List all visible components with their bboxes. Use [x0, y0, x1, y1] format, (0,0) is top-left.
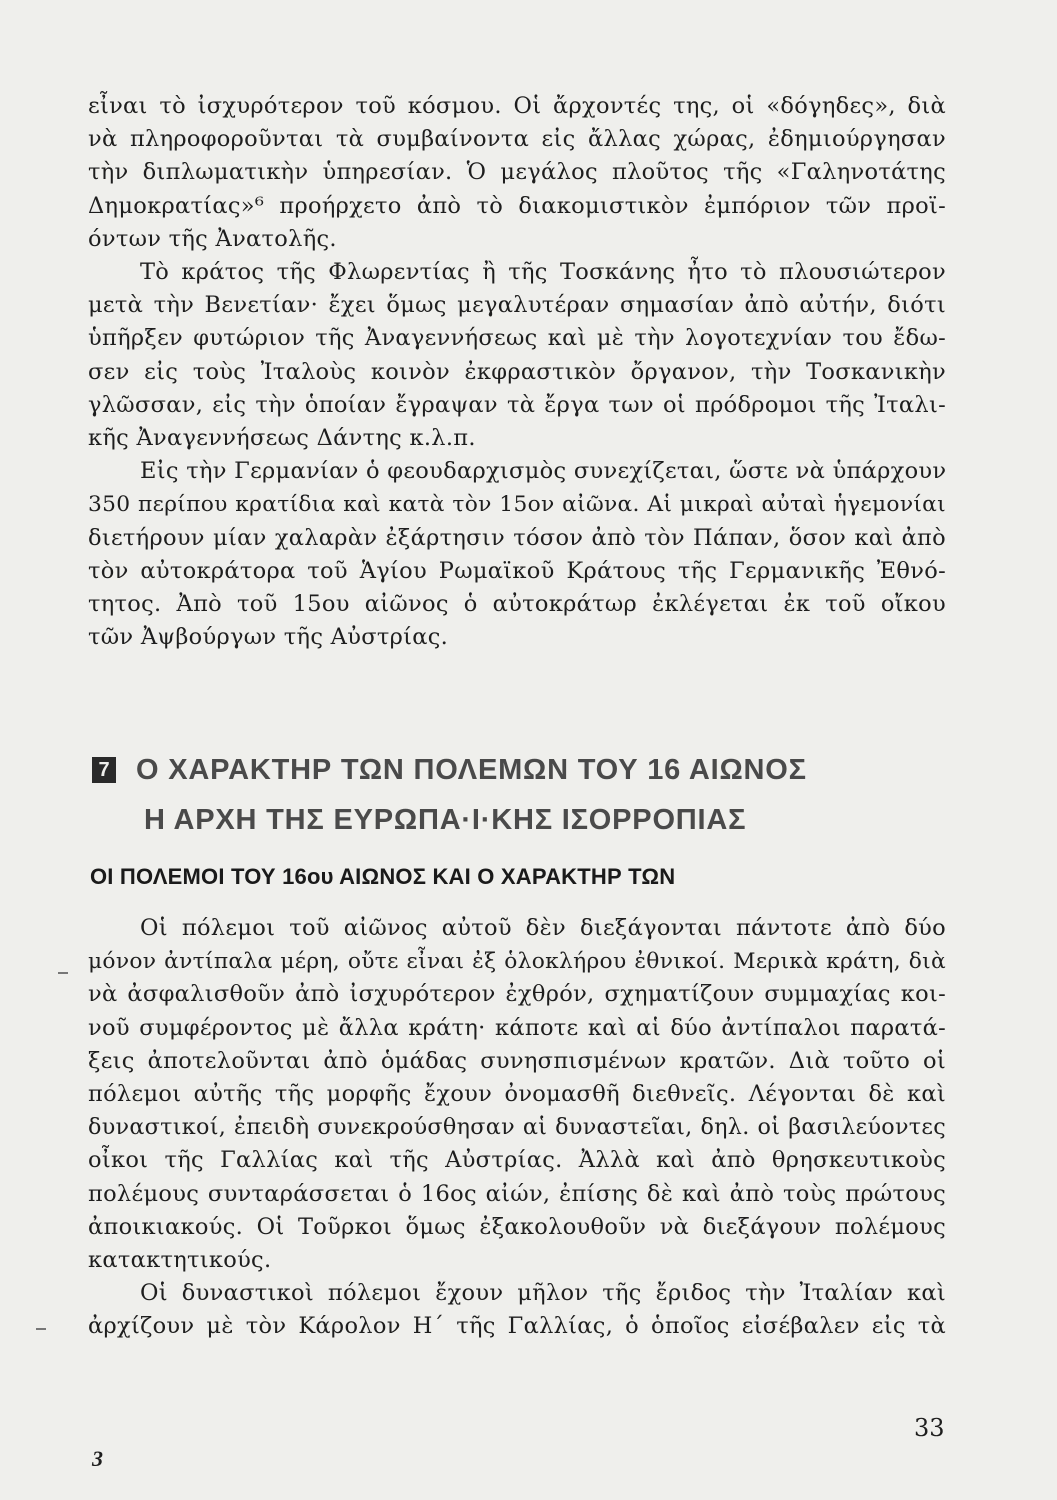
text-line: μετὰ τὴν Βενετίαν· ἔχει ὅμως μεγαλυτέραν σημασίαν ἀπὸ αὐτήν, διότι — [88, 292, 946, 319]
text-line: Δημοκρατίας»⁶ προήρχετο ἀπὸ τὸ διακομιστικὸν ἐμπόριον τῶν προϊ- — [88, 192, 946, 219]
text-line: πολέμους συνταράσσεται ὁ 16ος αἰών, ἐπίσης δὲ καὶ ἀπὸ τοὺς πρώτους — [88, 1180, 946, 1207]
section-title-line-2: Η ΑΡΧΗ ΤΗΣ ΕΥΡΩΠΑ·Ι·ΚΗΣ ΙΣΟΡΡΟΠΙΑΣ — [144, 803, 747, 836]
text-line: 350 περίπου κρατίδια καὶ κατὰ τὸν 15ον αἰῶνα. Αἱ μικραὶ αὐταὶ ἡγεμονίαι — [88, 492, 946, 518]
subheading: ΟΙ ΠΟΛΕΜΟΙ ΤΟΥ 16ου ΑΙΩΝΟΣ ΚΑΙ Ο ΧΑΡΑΚΤΗΡ ΤΩΝ — [90, 864, 676, 889]
text-line: νὰ ἀσφαλισθοῦν ἀπὸ ἰσχυρότερον ἐχθρόν, σχηματίζουν συμμαχίας κοι- — [88, 981, 946, 1008]
page-number: 33 — [914, 1414, 945, 1442]
paragraph-block-1 — [88, 90, 946, 654]
text-line: γλῶσσαν, εἰς τὴν ὁποίαν ἔγραψαν τὰ ἔργα των οἱ πρόδρομοι τῆς Ἰταλι- — [88, 391, 946, 418]
text-line: νὰ πληροφοροῦνται τὰ συμβαίνοντα εἰς ἄλλας χώρας, ἐδημιούργησαν — [88, 126, 946, 153]
text-line: ἀποικιακούς. Οἱ Τοῦρκοι ὅμως ἐξακολουθοῦν νὰ διεξάγουν πολέμους — [88, 1213, 946, 1240]
section-heading — [92, 745, 952, 845]
text-line: μόνον ἀντίπαλα μέρη, οὔτε εἶναι ἐξ ὁλοκλήρου ἐθνικοί. Μερικὰ κράτη, διὰ — [88, 949, 946, 975]
text-line: τὴν διπλωματικὴν ὑπηρεσίαν. Ὁ μεγάλος πλοῦτος τῆς «Γαληνοτάτης — [88, 159, 946, 186]
text-line: νοῦ συμφέροντος μὲ ἄλλα κράτη· κάποτε καὶ αἱ δύο ἀντίπαλοι παρατά- — [88, 1014, 946, 1041]
text-line: πόλεμοι αὐτῆς τῆς μορφῆς ἔχουν ὀνομασθῆ διεθνεῖς. Λέγονται δὲ καὶ — [88, 1081, 946, 1108]
signature-mark: 3 — [92, 1446, 103, 1471]
margin-dash-mark — [36, 1328, 46, 1330]
text-line: ὑπῆρξεν φυτώριον τῆς Ἀναγεννήσεως καὶ μὲ τὴν λογοτεχνίαν του ἔδω- — [88, 325, 946, 352]
text-line: οἶκοι τῆς Γαλλίας καὶ τῆς Αὐστρίας. Ἀλλὰ καὶ ἀπὸ θρησκευτικοὺς — [88, 1147, 946, 1174]
section-title-line-1: Ο ΧΑΡΑΚΤΗΡ ΤΩΝ ΠΟΛΕΜΩΝ ΤΟΥ 16 ΑΙΩΝΟΣ — [136, 753, 807, 786]
text-line: Τὸ κράτος τῆς Φλωρεντίας ἢ τῆς Τοσκάνης ἦτο τὸ πλουσιώτερον — [140, 259, 946, 286]
text-line: τῶν Ἀψβούργων τῆς Αὐστρίας. — [88, 624, 449, 651]
section-number-badge: 7 — [92, 757, 116, 783]
text-line: τὸν αὐτοκράτορα τοῦ Ἁγίου Ρωμαϊκοῦ Κράτους τῆς Γερμανικῆς Ἐθνό- — [88, 557, 946, 584]
text-line: Οἱ πόλεμοι τοῦ αἰῶνος αὐτοῦ δὲν διεξάγονται πάντοτε ἀπὸ δύο — [140, 915, 946, 941]
text-line: ξεις ἀποτελοῦνται ἀπὸ ὁμάδας συνησπισμένων κρατῶν. Διὰ τοῦτο οἱ — [88, 1047, 946, 1074]
text-line: Οἱ δυναστικοὶ πόλεμοι ἔχουν μῆλον τῆς ἔριδος τὴν Ἰταλίαν καὶ — [140, 1280, 946, 1307]
section-heading-row-1 — [92, 745, 952, 795]
text-line: όντων τῆς Ἀνατολῆς. — [88, 225, 337, 252]
text-line: σεν εἰς τοὺς Ἰταλοὺς κοινὸν ἐκφραστικὸν ὄργανον, τὴν Τοσκανικὴν — [88, 358, 946, 385]
margin-dash-mark — [58, 972, 68, 974]
text-line: δυναστικοί, ἐπειδὴ συνεκρούσθησαν αἱ δυναστεῖαι, δηλ. οἱ βασιλεύοντες — [88, 1114, 946, 1141]
section-heading-row-2 — [92, 795, 952, 845]
text-line: Εἰς τὴν Γερμανίαν ὁ φεουδαρχισμὸς συνεχίζεται, ὥστε νὰ ὑπάρχουν — [140, 458, 946, 485]
text-line: κῆς Ἀναγεννήσεως Δάντης κ.λ.π. — [88, 425, 476, 452]
text-line: εἶναι τὸ ἰσχυρότερον τοῦ κόσμου. Οἱ ἄρχοντές της, οἱ «δόγηδες», διὰ — [88, 93, 946, 119]
text-line: τητος. Ἀπὸ τοῦ 15ου αἰῶνος ὁ αὐτοκράτωρ ἐκλέγεται ἐκ τοῦ οἴκου — [88, 591, 946, 618]
paragraph-block-2 — [88, 912, 946, 1344]
text-line: ἀρχίζουν μὲ τὸν Κάρολον Η΄ τῆς Γαλλίας, ὁ ὁποῖος εἰσέβαλεν εἰς τὰ — [88, 1313, 946, 1340]
text-line: διετήρουν μίαν χαλαρὰν ἐξάρτησιν τόσον ἀπὸ τὸν Πάπαν, ὅσον καὶ ἀπὸ — [88, 524, 946, 551]
text-line: κατακτητικούς. — [88, 1247, 272, 1274]
